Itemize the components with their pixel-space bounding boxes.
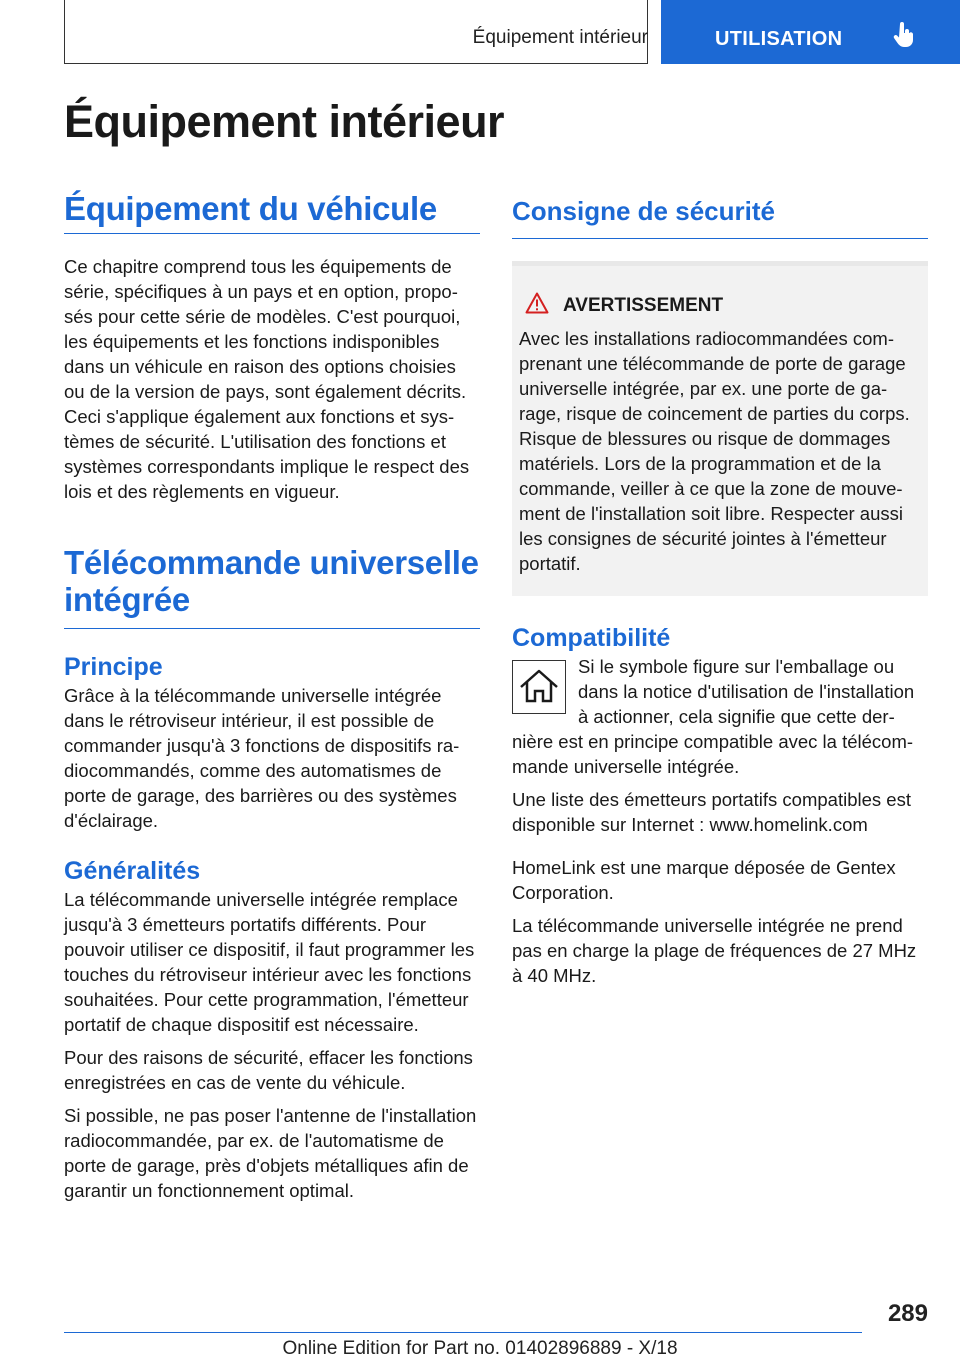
page-number: 289 [887,1300,928,1327]
section-title-vehicle-equipment: Équipement du véhicule [64,190,480,234]
warning-triangle-icon [525,292,549,320]
subsection-title-generalites: Généralités [64,857,201,885]
subsection-title-compatibility: Compatibilité [512,624,671,652]
paragraph: Si le symbole figure sur l'emballage ou dans la notice d'utilisation de l'installation à actionner, cela signifie que cette dernière est en principe compatible avec la télécommande universelle intégrée. [512,656,915,777]
paragraph: Ce chapitre comprend tous les équipements de série, spécifiques à un pays et en option, proposés pour cette série de modèles. C'est pourquoi, les équipements et les fonctions indisponibles dans un véhicule en raison des options choisies ou de la version de pays, sont également décrits. Ceci s'applique également aux fonctions et systèmes de sécurité. L'utilisation des fonctions et systèmes correspondants implique le respect des lois et des règlements en vigueur. [64,256,470,502]
warning-text: Avec les installations radiocommandées comprenant une télécommande de porte de garage universelle intégrée, par ex. une porte de garage, risque de coincement de parties du corps. Risque de blessures ou risque de dommages matériels. Lors de la programmation et de la commande, veiller à ce que la zone de mouvement de l'installation soit libre. Respecter aussi les consignes de sécurité jointes à l'émetteur portatif. [519,328,910,574]
paragraph: HomeLink est une marque déposée de Gentex Corporation. [512,857,896,903]
paragraph: Si possible, ne pas poser l'antenne de l'installation radiocommandée, par ex. de l'automatisme de porte de garage, près d'objets métalliques afin de garantir un fonctionnement optimal. [64,1105,477,1201]
home-symbol-icon [512,660,566,714]
right-column [512,190,928,988]
paragraph: La télécommande universelle intégrée remplace jusqu'à 3 émetteurs portatifs différents. Pour pouvoir utiliser ce dispositif, il faut programmer les touches du rétroviseur intérieur avec les fonctions souhaitées. Pour cette programmation, l'émetteur portatif de chaque dispositif est nécessaire. [64,889,475,1035]
warning-heading [519,292,921,320]
header-section-title: Équipement intérieur [472,27,648,48]
section-title-universal-remote: Télécommande universelle intégrée [64,544,480,629]
footer-edition: Online Edition for Part no. 01402896889 - X/18 [282,1338,678,1359]
paragraph: La télécommande universelle intégrée ne prend pas en charge la plage de fréquences de 27 MHz à 40 MHz. [512,915,917,986]
warning-box [512,261,928,596]
utilisation-tab[interactable] [661,0,960,64]
utilisation-tab-label: UTILISATION [715,28,843,50]
paragraph: Une liste des émetteurs portatifs compatibles est disponible sur Internet : www.homelink.com [512,789,911,835]
footer-divider [64,1332,862,1333]
section-title-safety: Consigne de sécurité [512,190,928,239]
warning-label: AVERTISSEMENT [563,295,724,316]
page-title: Équipement intérieur [64,96,505,147]
subsection-title-principe: Principe [64,653,163,681]
paragraph: Grâce à la télécommande universelle intégrée dans le rétroviseur intérieur, il est possible de commander jusqu'à 3 fonctions de dispositifs radiocommandés, comme des automatismes de porte de garage, des barrières ou des systèmes d'éclairage. [64,685,460,831]
pointing-hand-icon [893,22,915,53]
left-column [64,190,480,1203]
compatibility-block [512,654,928,779]
paragraph: Pour des raisons de sécurité, effacer les fonctions enregistrées en cas de vente du véhicule. [64,1047,473,1093]
